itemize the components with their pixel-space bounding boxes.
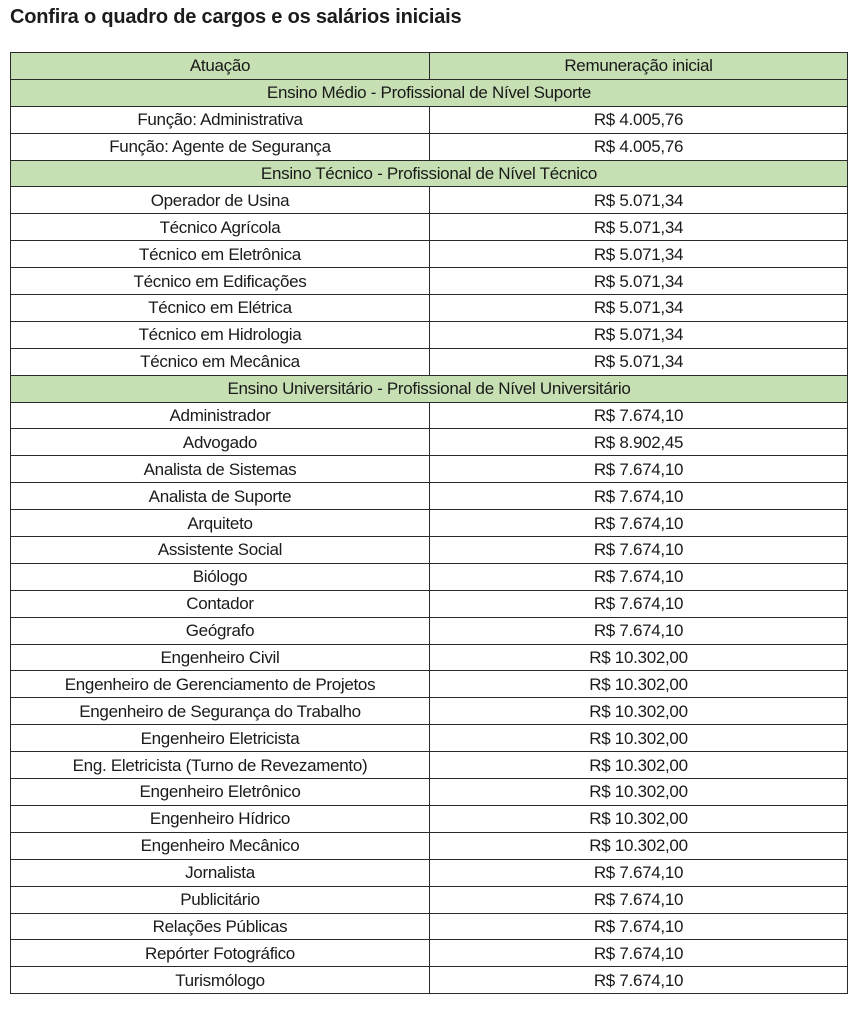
table-row	[11, 214, 848, 241]
section-header-row	[11, 79, 848, 106]
table-row	[11, 456, 848, 483]
table-row	[11, 644, 848, 671]
salary-cell: R$ 5.071,34	[430, 268, 848, 295]
table-row	[11, 725, 848, 752]
salary-cell: R$ 7.674,10	[430, 402, 848, 429]
salary-cell: R$ 10.302,00	[430, 779, 848, 806]
role-cell: Técnico em Mecânica	[11, 348, 430, 375]
salary-cell: R$ 7.674,10	[430, 483, 848, 510]
header-atuacao: Atuação	[11, 53, 430, 80]
role-cell: Técnico em Elétrica	[11, 295, 430, 322]
salary-cell: R$ 10.302,00	[430, 752, 848, 779]
table-header-row	[11, 53, 848, 80]
role-cell: Técnico em Hidrologia	[11, 321, 430, 348]
table-row	[11, 402, 848, 429]
role-cell: Assistente Social	[11, 537, 430, 564]
table-row	[11, 537, 848, 564]
salary-cell: R$ 7.674,10	[430, 940, 848, 967]
table-row	[11, 268, 848, 295]
role-cell: Técnico em Edificações	[11, 268, 430, 295]
salary-cell: R$ 5.071,34	[430, 241, 848, 268]
table-row	[11, 617, 848, 644]
role-cell: Administrador	[11, 402, 430, 429]
table-row	[11, 563, 848, 590]
salary-table-body	[11, 53, 848, 994]
role-cell: Advogado	[11, 429, 430, 456]
table-row	[11, 967, 848, 994]
table-row	[11, 348, 848, 375]
role-cell: Engenheiro Eletricista	[11, 725, 430, 752]
role-cell: Analista de Suporte	[11, 483, 430, 510]
table-row	[11, 321, 848, 348]
role-cell: Publicitário	[11, 886, 430, 913]
table-row	[11, 133, 848, 160]
salary-cell: R$ 7.674,10	[430, 617, 848, 644]
salary-cell: R$ 5.071,34	[430, 348, 848, 375]
role-cell: Analista de Sistemas	[11, 456, 430, 483]
role-cell: Engenheiro Mecânico	[11, 832, 430, 859]
table-row	[11, 671, 848, 698]
role-cell: Relações Públicas	[11, 913, 430, 940]
table-row	[11, 429, 848, 456]
table-row	[11, 752, 848, 779]
salary-cell: R$ 10.302,00	[430, 698, 848, 725]
section-label: Ensino Técnico - Profissional de Nível Técnico	[11, 160, 848, 187]
role-cell: Engenheiro Civil	[11, 644, 430, 671]
salary-cell: R$ 5.071,34	[430, 321, 848, 348]
salary-cell: R$ 5.071,34	[430, 187, 848, 214]
section-header-row	[11, 160, 848, 187]
header-remuneracao: Remuneração inicial	[430, 53, 848, 80]
role-cell: Jornalista	[11, 859, 430, 886]
salary-cell: R$ 7.674,10	[430, 456, 848, 483]
role-cell: Técnico em Eletrônica	[11, 241, 430, 268]
role-cell: Função: Administrativa	[11, 106, 430, 133]
role-cell: Engenheiro de Segurança do Trabalho	[11, 698, 430, 725]
salary-cell: R$ 7.674,10	[430, 590, 848, 617]
role-cell: Arquiteto	[11, 510, 430, 537]
role-cell: Função: Agente de Segurança	[11, 133, 430, 160]
table-row	[11, 187, 848, 214]
role-cell: Turismólogo	[11, 967, 430, 994]
salary-cell: R$ 8.902,45	[430, 429, 848, 456]
table-row	[11, 483, 848, 510]
table-row	[11, 805, 848, 832]
salary-cell: R$ 5.071,34	[430, 295, 848, 322]
table-row	[11, 779, 848, 806]
salary-cell: R$ 7.674,10	[430, 886, 848, 913]
salary-cell: R$ 7.674,10	[430, 859, 848, 886]
salary-cell: R$ 10.302,00	[430, 832, 848, 859]
salary-cell: R$ 10.302,00	[430, 644, 848, 671]
salary-cell: R$ 7.674,10	[430, 510, 848, 537]
salary-cell: R$ 10.302,00	[430, 805, 848, 832]
section-header-row	[11, 375, 848, 402]
role-cell: Eng. Eletricista (Turno de Revezamento)	[11, 752, 430, 779]
table-row	[11, 295, 848, 322]
salary-cell: R$ 5.071,34	[430, 214, 848, 241]
section-label: Ensino Médio - Profissional de Nível Suporte	[11, 79, 848, 106]
salary-cell: R$ 7.674,10	[430, 913, 848, 940]
role-cell: Técnico Agrícola	[11, 214, 430, 241]
table-row	[11, 590, 848, 617]
salary-cell: R$ 4.005,76	[430, 106, 848, 133]
salary-cell: R$ 10.302,00	[430, 671, 848, 698]
role-cell: Contador	[11, 590, 430, 617]
table-row	[11, 698, 848, 725]
table-row	[11, 886, 848, 913]
role-cell: Geógrafo	[11, 617, 430, 644]
salary-cell: R$ 7.674,10	[430, 967, 848, 994]
table-row	[11, 510, 848, 537]
salary-cell: R$ 7.674,10	[430, 537, 848, 564]
role-cell: Engenheiro de Gerenciamento de Projetos	[11, 671, 430, 698]
page-title: Confira o quadro de cargos e os salários iniciais	[10, 6, 462, 28]
section-label: Ensino Universitário - Profissional de Nível Universitário	[11, 375, 848, 402]
role-cell: Engenheiro Hídrico	[11, 805, 430, 832]
salary-cell: R$ 10.302,00	[430, 725, 848, 752]
role-cell: Engenheiro Eletrônico	[11, 779, 430, 806]
table-row	[11, 832, 848, 859]
table-row	[11, 940, 848, 967]
role-cell: Repórter Fotográfico	[11, 940, 430, 967]
role-cell: Biólogo	[11, 563, 430, 590]
table-row	[11, 241, 848, 268]
table-row	[11, 106, 848, 133]
role-cell: Operador de Usina	[11, 187, 430, 214]
table-row	[11, 859, 848, 886]
salary-cell: R$ 7.674,10	[430, 563, 848, 590]
salary-cell: R$ 4.005,76	[430, 133, 848, 160]
table-row	[11, 913, 848, 940]
salary-table	[10, 52, 848, 994]
